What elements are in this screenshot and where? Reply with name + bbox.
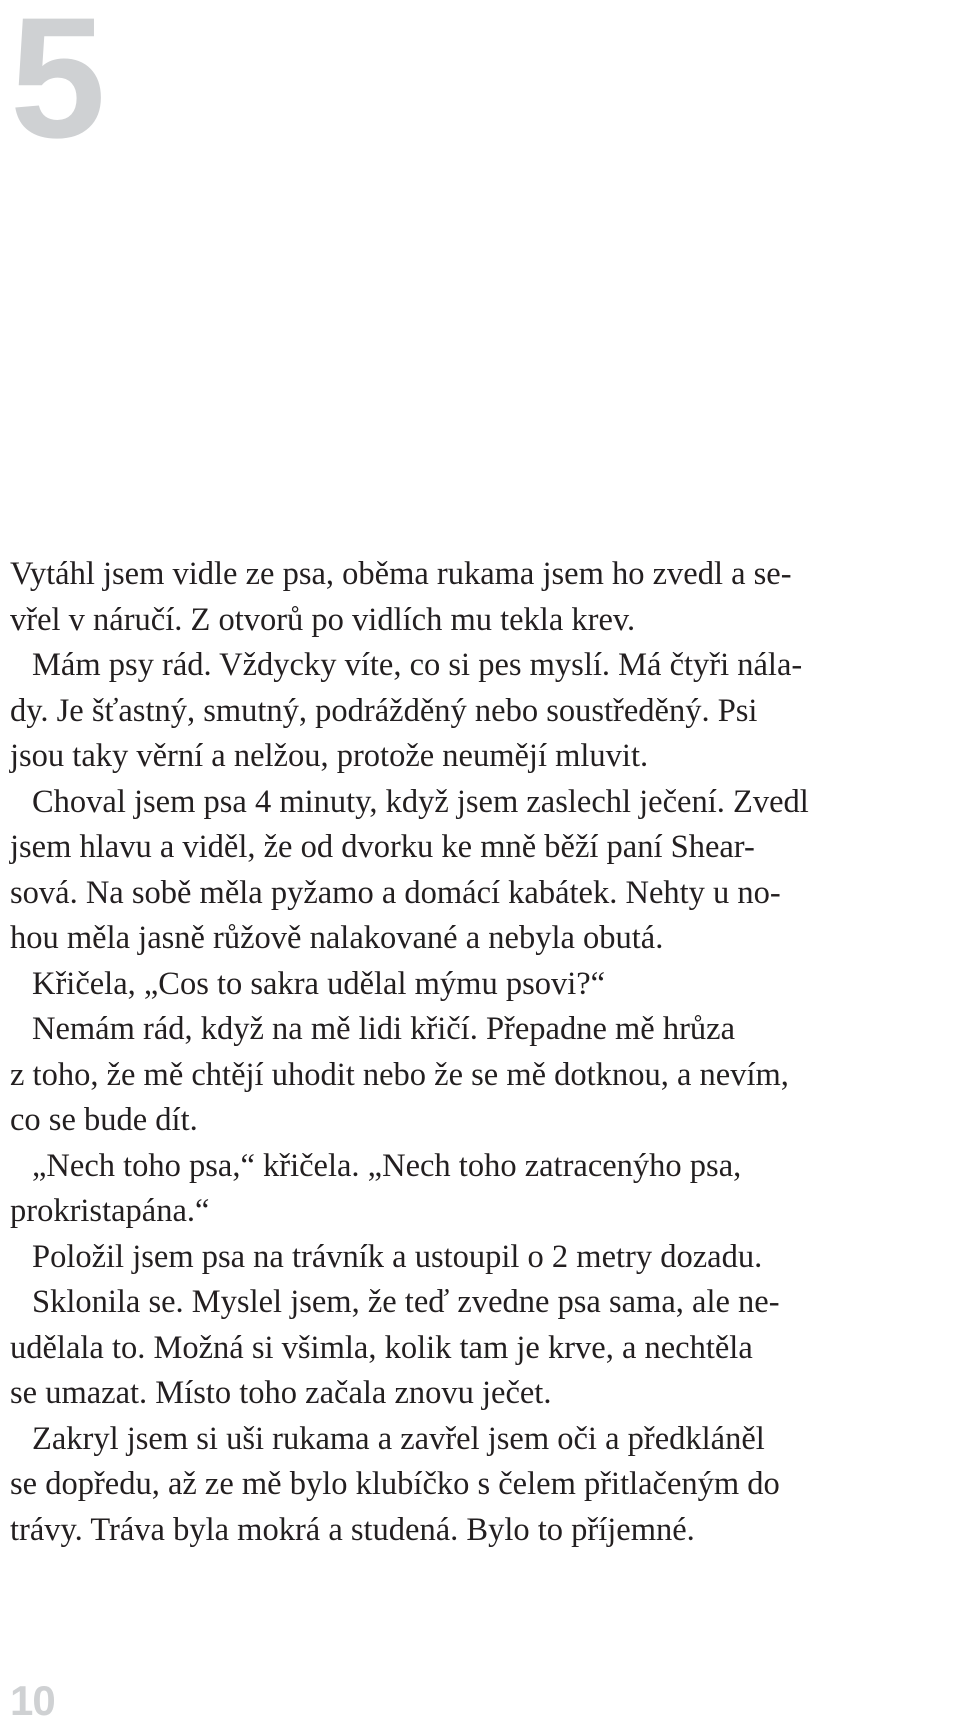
text-line: jsem hlavu a viděl, že od dvorku ke mně běží paní Shear- xyxy=(10,829,755,865)
text-line: prokristapána.“ xyxy=(10,1193,210,1229)
text-line: z toho, že mě chtějí uhodit nebo že se mě dotknou, a nevím, xyxy=(10,1056,789,1093)
text-line: trávy. Tráva byla mokrá a studená. Bylo to příjemné. xyxy=(10,1511,695,1548)
text-line: se dopředu, až ze mě bylo klubíčko s čelem přitlačeným do xyxy=(10,1466,780,1502)
text-line: „Nech toho psa,“ křičela. „Nech toho zatracenýho psa, xyxy=(32,1147,742,1184)
text-line: Mám psy rád. Vždycky víte, co si pes myslí. Má čtyři nála- xyxy=(32,647,803,683)
text-line: se umazat. Místo toho začala znovu ječet. xyxy=(10,1375,552,1411)
text-line: Choval jsem psa 4 minuty, když jsem zaslechl ječení. Zvedl xyxy=(32,783,809,820)
text-line: dy. Je šťastný, smutný, podrážděný nebo soustředěný. Psi xyxy=(10,692,758,729)
text-line: sová. Na sobě měla pyžamo a domácí kabátek. Nehty u no- xyxy=(10,874,781,911)
chapter-number: 5 xyxy=(10,0,102,174)
page-number: 10 xyxy=(10,1677,55,1724)
text-line: co se bude dít. xyxy=(10,1102,198,1138)
text-line: Vytáhl jsem vidle ze psa, oběma rukama jsem ho zvedl a se- xyxy=(10,556,792,592)
text-line: Nemám rád, když na mě lidi křičí. Přepadne mě hrůza xyxy=(32,1011,736,1047)
text-line: Zakryl jsem si uši rukama a zavřel jsem oči a předkláněl xyxy=(32,1420,765,1457)
text-line: udělala to. Možná si všimla, kolik tam je krve, a nechtěla xyxy=(10,1329,753,1366)
text-line: Sklonila se. Myslel jsem, že teď zvedne psa sama, ale ne- xyxy=(32,1284,780,1320)
text-line: vřel v náručí. Z otvorů po vidlích mu tekla krev. xyxy=(10,601,636,638)
text-line: Křičela, „Cos to sakra udělal mýmu psovi?“ xyxy=(32,965,606,1002)
body-text xyxy=(10,552,960,1553)
text-line: jsou taky věrní a nelžou, protože neumějí mluvit. xyxy=(10,738,649,774)
text-line: hou měla jasně růžově nalakované a nebyla obutá. xyxy=(10,920,664,956)
text-line: Položil jsem psa na trávník a ustoupil o 2 metry dozadu. xyxy=(32,1238,763,1275)
